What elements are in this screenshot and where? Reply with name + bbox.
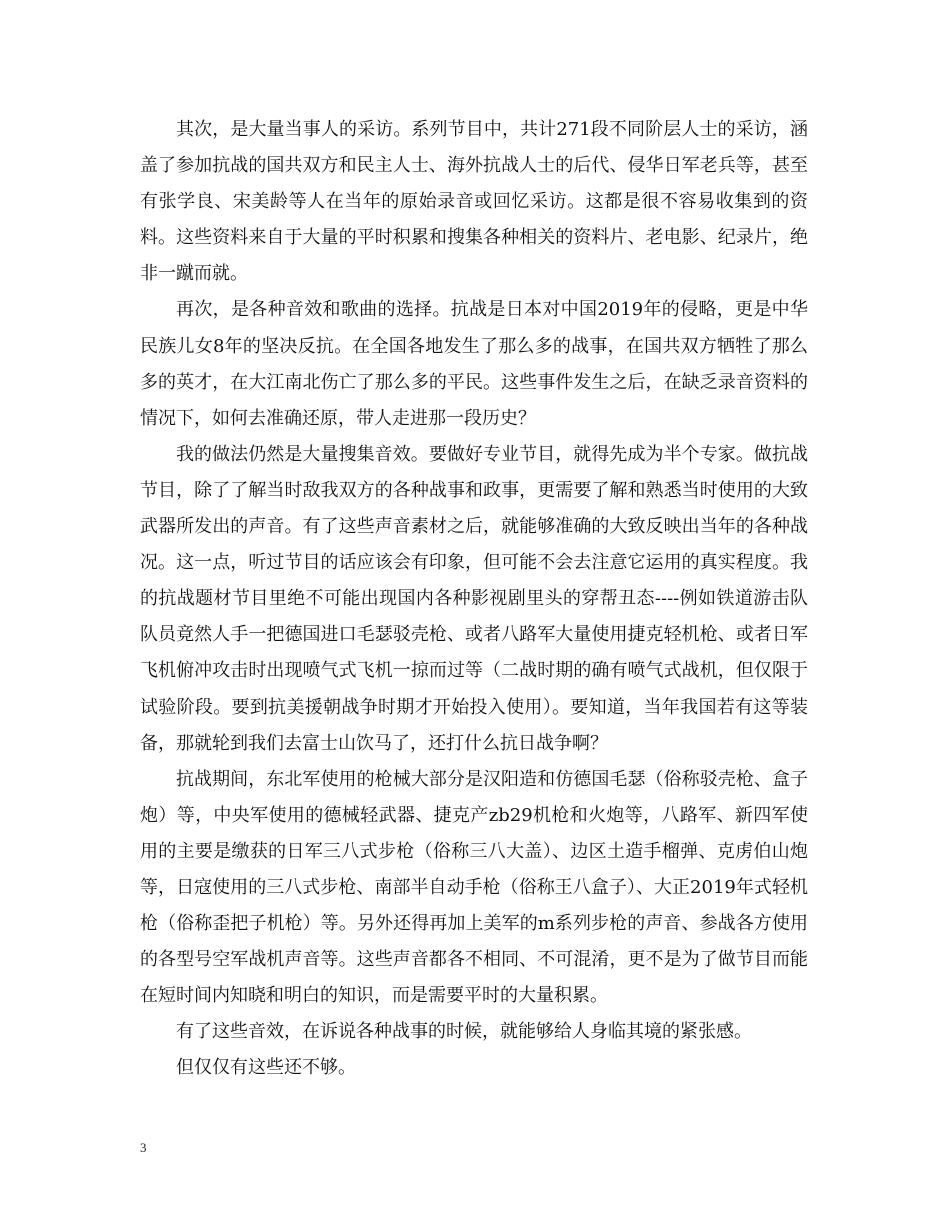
paragraph-4: 抗战期间，东北军使用的枪械大部分是汉阳造和仿德国毛瑟（俗称驳壳枪、盒子炮）等，中央军使用的德械轻武器、捷克产zb29机枪和火炮等，八路军、新四军使用的主要是缴获的日军三八式步枪（俗称三八大盖）、边区土造手榴弹、克虏伯山炮等，日寇使用的三八式步枪、南部半自动手枪（俗称王八盒子）、大正2019年式轻机枪（俗称歪把子机枪）等。另外还得再加上美军的m系列步枪的声音、参战各方使用的各型号空军战机声音等。这些声音都各不相同、不可混淆，更不是为了做节目而能在短时间内知晓和明白的知识，而是需要平时的大量积累。 [140,768,808,1007]
document-body [140,112,808,1087]
paragraph-6: 但仅仅有这些还不够。 [176,1057,356,1079]
paragraph-2: 再次，是各种音效和歌曲的选择。抗战是日本对中国2019年的侵略，更是中华民族儿女8年的坚决反抗。在全国各地发生了那么多的战事，在国共双方牺牲了那么多的英才，在大江南北伤亡了那么多的平民。这些事件发生之后，在缺乏录音资料的情况下，如何去准确还原，带人走进那一段历史？ [140,299,808,429]
paragraph-1: 其次，是大量当事人的采访。系列节目中，共计271段不同阶层人士的采访，涵盖了参加抗战的国共双方和民主人士、海外抗战人士的后代、侵华日军老兵等，甚至有张学良、宋美龄等人在当年的原始录音或回忆采访。这都是很不容易收集到的资料。这些资料来自于大量的平时积累和搜集各种相关的资料片、老电影、纪录片，绝非一蹴而就。 [140,119,808,285]
page-number: 3 [140,1140,147,1155]
paragraph-5: 有了这些音效，在诉说各种战事的时候，就能够给人身临其境的紧张感。 [176,1021,752,1043]
paragraph-3: 我的做法仍然是大量搜集音效。要做好专业节目，就得先成为半个专家。做抗战节目，除了了解当时敌我双方的各种战事和政事，更需要了解和熟悉当时使用的大致武器所发出的声音。有了这些声音素材之后，就能够准确的大致反映出当年的各种战况。这一点，听过节目的话应该会有印象，但可能不会去注意它运用的真实程度。我的抗战题材节目里绝不可能出现国内各种影视剧里头的穿帮丑态----例如铁道游击队队员竟然人手一把德国进口毛瑟驳壳枪、或者八路军大量使用捷克轻机枪、或者日军飞机俯冲攻击时出现喷气式飞机一掠而过等（二战时期的确有喷气式战机，但仅限于试验阶段。要到抗美援朝战争时期才开始投入使用）。要知道，当年我国若有这等装备，那就轮到我们去富士山饮马了，还打什么抗日战争啊？ [140,443,808,754]
